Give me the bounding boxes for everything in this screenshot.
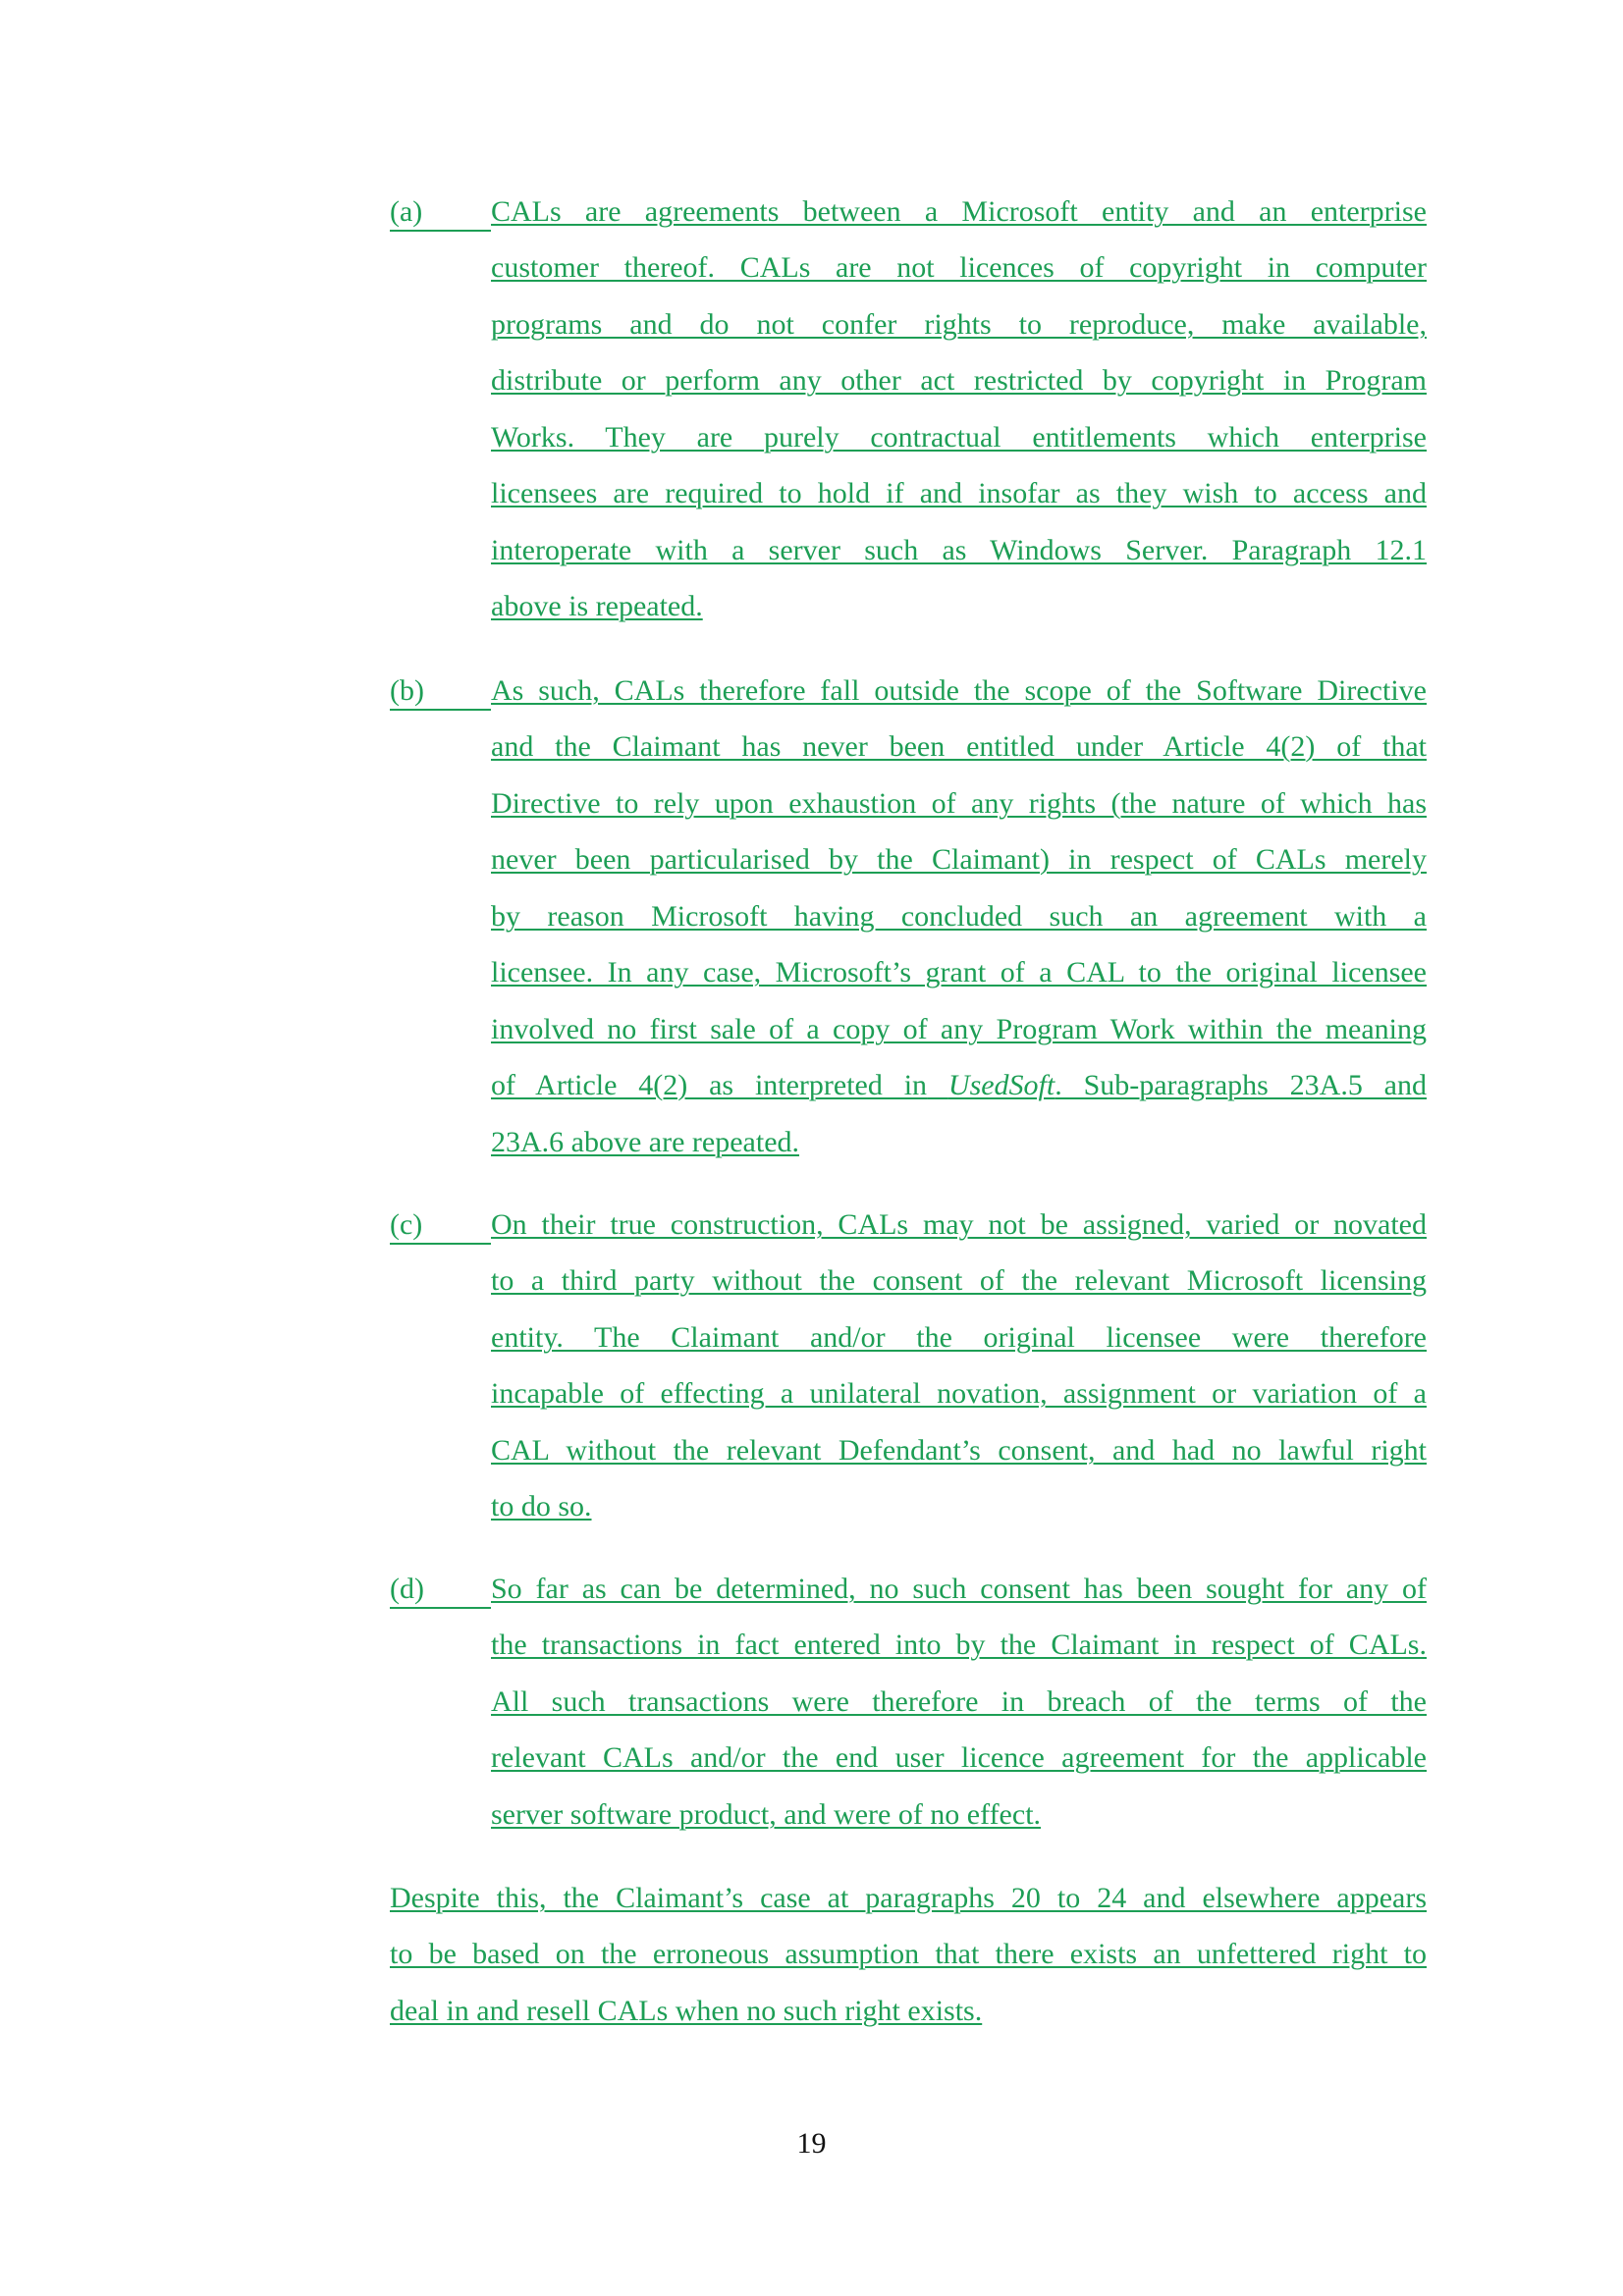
paragraph-line: to do so. [491, 1490, 592, 1522]
paragraph-line: involved no first sale of a copy of any Program Work within the meaning [491, 1013, 1427, 1045]
paragraph-line: entity. The Claimant and/or the original licensee were therefore [491, 1321, 1427, 1354]
paragraph-line: by reason Microsoft having concluded such an agreement with a [491, 900, 1427, 933]
paragraph-label: (a) [390, 195, 423, 228]
case-name-italic: UsedSoft [947, 1069, 1055, 1101]
paragraph-line: to be based on the erroneous assumption that there exists an unfettered right to [390, 1938, 1427, 1970]
paragraph-line: licensees are required to hold if and insofar as they wish to access and [491, 477, 1427, 509]
paragraph-label: (b) [390, 674, 424, 707]
paragraph-line: customer thereof. CALs are not licences of copyright in computer [491, 251, 1427, 284]
paragraph-line: distribute or perform any other act restricted by copyright in Program [491, 364, 1427, 397]
paragraph-line: licensee. In any case, Microsoft’s grant of a CAL to the original licensee [491, 956, 1427, 988]
page-number: 19 [796, 2127, 827, 2160]
paragraph-line: Works. They are purely contractual entitlements which enterprise [491, 421, 1427, 454]
paragraph-line: So far as can be determined, no such consent has been sought for any of [491, 1573, 1427, 1605]
paragraph-label: (d) [390, 1573, 424, 1605]
paragraph-line-text: of Article 4(2) as interpreted in [491, 1069, 928, 1101]
label-underline [390, 230, 491, 232]
label-underline [390, 1607, 491, 1609]
paragraph-line: above is repeated. [491, 590, 703, 622]
paragraph-line: All such transactions were therefore in breach of the terms of the [491, 1685, 1427, 1718]
paragraph-line [491, 1066, 1427, 1105]
paragraph-line: incapable of effecting a unilateral novation, assignment or variation of a [491, 1377, 1427, 1410]
paragraph-line: Directive to rely upon exhaustion of any rights (the nature of which has [491, 787, 1427, 820]
paragraph-line: On their true construction, CALs may not be assigned, varied or novated [491, 1208, 1427, 1241]
label-underline [390, 1243, 491, 1245]
paragraph-line: relevant CALs and/or the end user licence agreement for the applicable [491, 1741, 1427, 1774]
paragraph-line: As such, CALs therefore fall outside the scope of the Software Directive [491, 674, 1427, 707]
paragraph-line-text: . Sub-paragraphs 23A.5 and [1055, 1069, 1427, 1101]
paragraph-line: deal in and resell CALs when no such right exists. [390, 1995, 983, 2027]
paragraph-line: never been particularised by the Claimant) in respect of CALs merely [491, 843, 1427, 876]
paragraph-line: interoperate with a server such as Windows Server. Paragraph 12.1 [491, 534, 1427, 566]
paragraph-line: 23A.6 above are repeated. [491, 1126, 800, 1158]
paragraph-line: server software product, and were of no effect. [491, 1798, 1042, 1831]
paragraph-line: to a third party without the consent of the relevant Microsoft licensing [491, 1264, 1427, 1297]
paragraph-line: CALs are agreements between a Microsoft entity and an enterprise [491, 195, 1427, 228]
paragraph-line: the transactions in fact entered into by the Claimant in respect of CALs. [491, 1629, 1427, 1661]
paragraph-line: and the Claimant has never been entitled under Article 4(2) of that [491, 730, 1427, 763]
label-underline [390, 709, 491, 711]
paragraph-line: programs and do not confer rights to reproduce, make available, [491, 308, 1427, 341]
paragraph-line: Despite this, the Claimant’s case at paragraphs 20 to 24 and elsewhere appears [390, 1882, 1427, 1914]
paragraph-line: CAL without the relevant Defendant’s consent, and had no lawful right [491, 1434, 1427, 1467]
paragraph-label: (c) [390, 1208, 423, 1241]
